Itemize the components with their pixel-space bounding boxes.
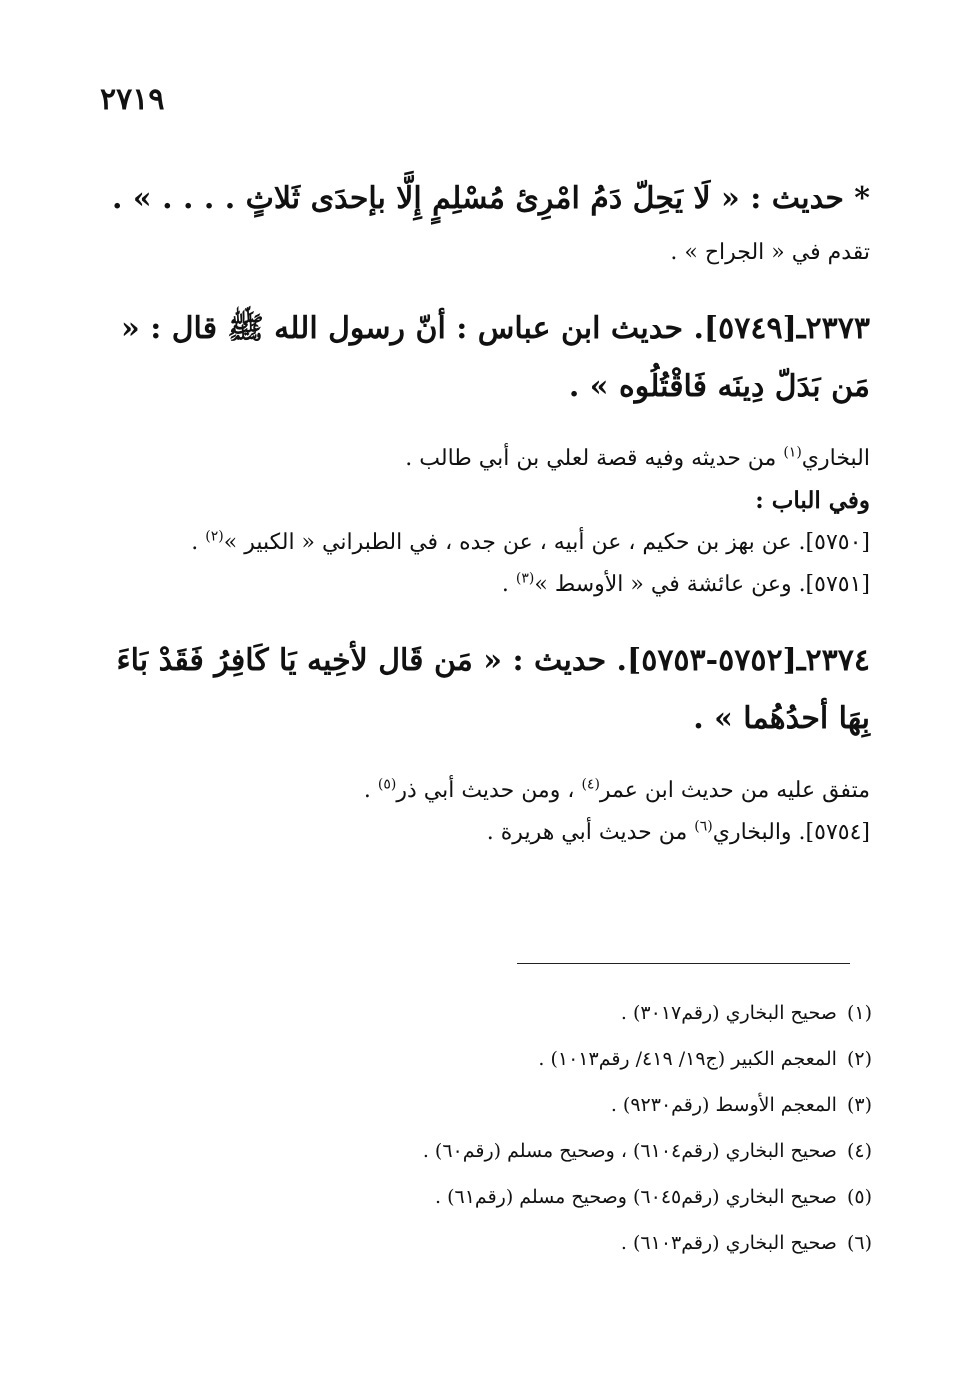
footnote <box>100 1174 872 1220</box>
main-text <box>100 170 870 854</box>
section-2373 <box>100 300 870 606</box>
footnote-number: (٥) <box>846 1186 872 1208</box>
text: . <box>191 530 206 555</box>
body-line <box>100 770 870 812</box>
hadith-heading: ٢٣٧٣ـ[٥٧٤٩]. حديث ابن عباس : أنّ رسول الله ﷺ قال : « مَن بَدَلّ دِينَه فَاقْتُلُوه » . <box>121 311 870 404</box>
text: من حديثه وفيه قصة لعلي بن أبي طالب . <box>405 446 784 471</box>
text: . <box>501 572 516 597</box>
body-line <box>100 812 870 854</box>
footnote-ref[interactable]: (٢) <box>205 528 224 545</box>
footnote-divider <box>517 963 850 964</box>
footnote <box>100 1082 872 1128</box>
body-line <box>100 522 870 564</box>
text: متفق عليه من حديث ابن عمر <box>599 778 870 803</box>
footnote-number: (٣) <box>846 1094 872 1116</box>
sub-heading: وفي الباب : <box>755 487 870 514</box>
text: [٥٧٥٠]. عن بهز بن حكيم ، عن أبيه ، عن جده ، في الطبراني « الكبير » <box>223 530 870 555</box>
footnote-ref[interactable]: (٦) <box>694 818 713 835</box>
body-line <box>100 564 870 606</box>
footnote-text: المعجم الكبير (ج١٩/ ٤١٩/ رقم١٠١٣) . <box>538 1048 837 1070</box>
body-line <box>100 438 870 480</box>
text: ، ومن حديث أبي ذر <box>396 778 582 803</box>
footnote-number: (١) <box>846 1002 872 1024</box>
footnote <box>100 1128 872 1174</box>
footnotes <box>100 990 872 1266</box>
footnote <box>100 1220 872 1266</box>
footnote-text: المعجم الأوسط (رقم٩٢٣٠) . <box>610 1094 837 1116</box>
body-line: تقدم في « الجراح » . <box>670 240 870 265</box>
text: البخاري <box>801 446 870 471</box>
footnote <box>100 990 872 1036</box>
footnote-ref[interactable]: (٣) <box>515 570 535 587</box>
footnote-text: صحيح البخاري (رقم٦١٠٤) ، وصحيح مسلم (رقم٦٠) . <box>422 1140 837 1162</box>
footnote-number: (٤) <box>846 1140 872 1162</box>
footnote <box>100 1036 872 1082</box>
footnote-text: صحيح البخاري (رقم٦١٠٣) . <box>620 1232 837 1254</box>
hadith-heading: * حديث : « لَا يَحِلّ دَمُ امْرِئ مُسْلِمٍ إِلَّا بإحدَى ثَلاثٍ . . . . » . <box>112 181 870 216</box>
footnote-ref[interactable]: (٥) <box>377 776 397 793</box>
section-2374 <box>100 632 870 854</box>
section-intro <box>100 170 870 274</box>
footnote-ref[interactable]: (٤) <box>581 776 600 793</box>
page-number: ٢٧١٩ <box>100 82 165 117</box>
footnote-number: (٦) <box>846 1232 872 1254</box>
text: [٥٧٥١]. وعن عائشة في « الأوسط » <box>534 572 870 597</box>
footnote-text: صحيح البخاري (رقم٦٠٤٥) وصحيح مسلم (رقم٦١) . <box>435 1186 837 1208</box>
text: [٥٧٥٤]. والبخاري <box>712 820 870 845</box>
footnote-ref[interactable]: (١) <box>783 444 802 461</box>
footnote-text: صحيح البخاري (رقم٣٠١٧) . <box>620 1002 837 1024</box>
hadith-heading: ٢٣٧٤ـ[٥٧٥٢-٥٧٥٣]. حديث : « مَن قَال لأخِيه يَا كَافِرُ فَقَدْ بَاءَ بِهَا أحدُهُما » . <box>116 643 870 736</box>
text: . <box>363 778 378 803</box>
text: من حديث أبي هريرة . <box>486 820 695 845</box>
footnote-number: (٢) <box>846 1048 872 1070</box>
